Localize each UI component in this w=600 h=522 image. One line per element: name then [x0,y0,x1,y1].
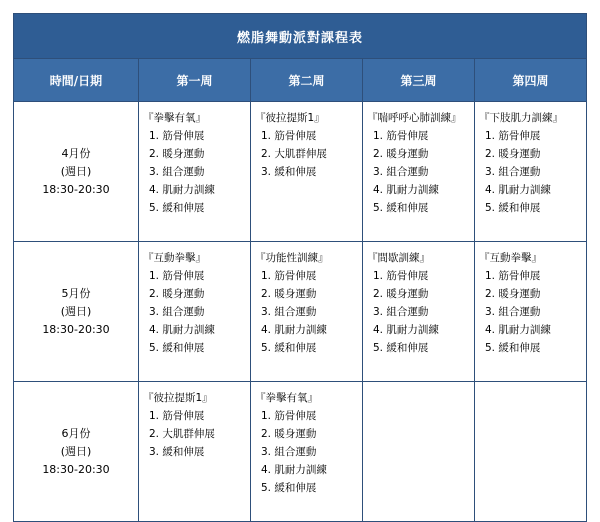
class-item: 4. 肌耐力訓練 [485,324,551,336]
class-item: 2. 暖身運動 [261,428,317,440]
class-item: 3. 組合運動 [485,306,541,318]
class-item: 1. 筋骨伸展 [261,410,317,422]
time-line: 5月份 [61,286,91,300]
class-item: 1. 筋骨伸展 [261,130,317,142]
class-title: 『拳擊有氧』 [143,112,206,124]
class-item: 1. 筋骨伸展 [373,130,429,142]
time-line: 6月份 [61,426,91,440]
time-line: (週日) [60,304,92,318]
time-cell [14,102,139,242]
class-item: 5. 緩和伸展 [373,202,429,214]
class-title: 『互動拳擊』 [143,252,206,264]
class-item: 4. 肌耐力訓練 [149,184,215,196]
table-row [14,242,587,382]
class-cell [251,382,363,522]
class-cell [139,242,251,382]
class-item: 5. 緩和伸展 [373,342,429,354]
time-line: 18:30-20:30 [42,182,110,196]
class-item: 3. 組合運動 [261,306,317,318]
class-item: 2. 大肌群伸展 [149,428,215,440]
class-item: 2. 暖身運動 [261,288,317,300]
time-line: 4月份 [61,146,91,160]
table-row [14,382,587,522]
time-line: (週日) [60,444,92,458]
class-cell [139,102,251,242]
class-item: 4. 肌耐力訓練 [261,464,327,476]
header-week-3: 第三周 [363,59,475,102]
class-cell [363,382,475,522]
schedule-table [13,13,587,522]
class-item: 4. 肌耐力訓練 [149,324,215,336]
class-item: 3. 緩和伸展 [149,446,205,458]
class-title: 『喘呼呼心肺訓練』 [367,112,462,124]
class-item: 4. 肌耐力訓練 [485,184,551,196]
class-item: 1. 筋骨伸展 [149,130,205,142]
schedule-rows [14,102,587,522]
class-cell [251,242,363,382]
time-cell [14,242,139,382]
table-title: 燃脂舞動派對課程表 [14,14,587,59]
class-item: 2. 大肌群伸展 [261,148,327,160]
time-line: 18:30-20:30 [42,462,110,476]
class-item: 3. 組合運動 [373,306,429,318]
class-title: 『拳擊有氧』 [255,392,318,404]
class-item: 4. 肌耐力訓練 [373,324,439,336]
class-item: 1. 筋骨伸展 [149,410,205,422]
class-item: 2. 暖身運動 [149,288,205,300]
table-row [14,102,587,242]
class-item: 3. 組合運動 [485,166,541,178]
class-cell [139,382,251,522]
class-item: 2. 暖身運動 [373,148,429,160]
class-item: 3. 緩和伸展 [261,166,317,178]
class-cell [363,242,475,382]
class-item: 3. 組合運動 [149,306,205,318]
class-item: 5. 緩和伸展 [261,482,317,494]
class-item: 4. 肌耐力訓練 [261,324,327,336]
class-title: 『彼拉提斯1』 [143,392,213,404]
header-week-4: 第四周 [475,59,587,102]
class-item: 5. 緩和伸展 [149,342,205,354]
class-item: 2. 暖身運動 [373,288,429,300]
class-item: 5. 緩和伸展 [261,342,317,354]
class-item: 3. 組合運動 [261,446,317,458]
header-time-date: 時間/日期 [14,59,139,102]
class-title: 『間歇訓練』 [367,252,430,264]
class-item: 5. 緩和伸展 [149,202,205,214]
class-item: 1. 筋骨伸展 [149,270,205,282]
class-item: 3. 組合運動 [373,166,429,178]
class-item: 2. 暖身運動 [149,148,205,160]
class-item: 5. 緩和伸展 [485,202,541,214]
class-title: 『功能性訓練』 [255,252,329,264]
class-item: 1. 筋骨伸展 [485,270,541,282]
schedule-container [13,13,586,522]
class-item: 1. 筋骨伸展 [485,130,541,142]
class-cell [251,102,363,242]
time-line: 18:30-20:30 [42,322,110,336]
class-item: 2. 暖身運動 [485,148,541,160]
header-week-1: 第一周 [139,59,251,102]
class-item: 1. 筋骨伸展 [261,270,317,282]
class-cell [363,102,475,242]
class-title: 『下肢肌力訓練』 [479,112,563,124]
header-week-2: 第二周 [251,59,363,102]
time-cell [14,382,139,522]
class-cell [475,102,587,242]
time-line: (週日) [60,164,92,178]
class-item: 5. 緩和伸展 [485,342,541,354]
class-cell [475,382,587,522]
class-item: 2. 暖身運動 [485,288,541,300]
class-cell [475,242,587,382]
class-item: 1. 筋骨伸展 [373,270,429,282]
class-title: 『互動拳擊』 [479,252,542,264]
class-title: 『彼拉提斯1』 [255,112,325,124]
class-item: 3. 組合運動 [149,166,205,178]
class-item: 4. 肌耐力訓練 [373,184,439,196]
